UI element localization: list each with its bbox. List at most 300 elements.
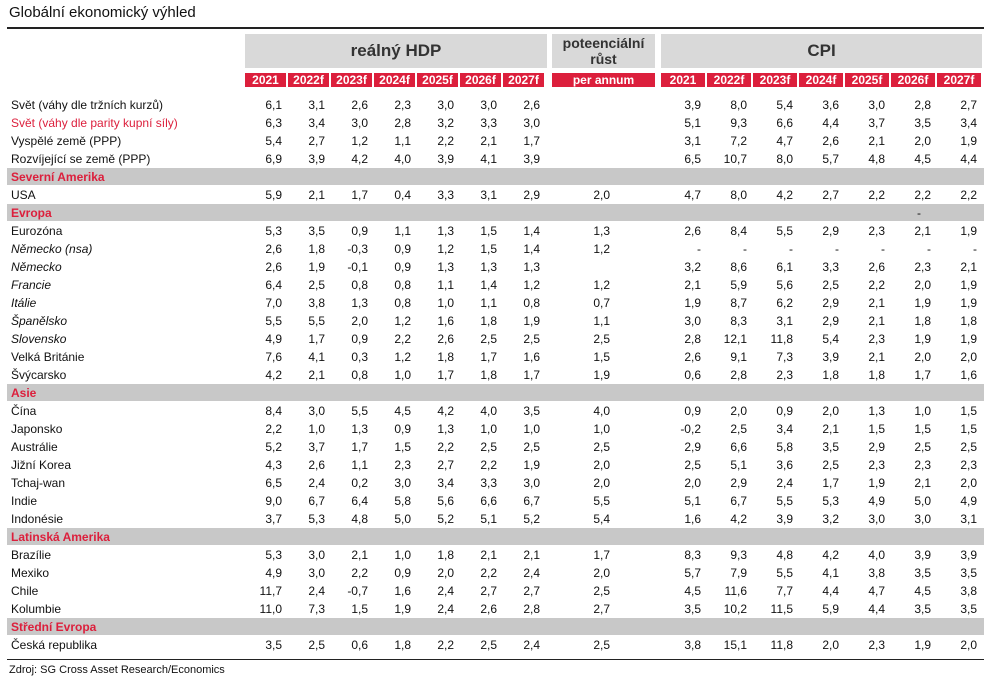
potential-growth-cell: 4,0	[593, 404, 610, 418]
gdp-cell: 3,2	[437, 116, 454, 130]
table-row	[7, 474, 984, 492]
gdp-cell: 3,5	[523, 404, 540, 418]
gdp-cell: 5,5	[351, 404, 368, 418]
cpi-cell: 0,9	[684, 404, 701, 418]
cpi-cell: 2,0	[914, 278, 931, 292]
cpi-cell: 8,7	[730, 296, 747, 310]
cpi-cell: 2,6	[868, 260, 885, 274]
year-header-hdp: 2022f	[288, 73, 329, 87]
gdp-cell: 2,7	[480, 584, 497, 598]
gdp-cell: 2,8	[523, 602, 540, 616]
cpi-cell: 8,4	[730, 224, 747, 238]
gdp-cell: 6,7	[308, 494, 325, 508]
cpi-cell: 8,0	[730, 188, 747, 202]
country-label: Itálie	[11, 296, 37, 310]
gdp-cell: 1,6	[437, 314, 454, 328]
gdp-cell: 2,8	[394, 116, 411, 130]
gdp-cell: 3,0	[308, 548, 325, 562]
cpi-cell: -	[697, 242, 701, 256]
cpi-cell: 3,5	[914, 566, 931, 580]
country-label: Velká Británie	[11, 350, 85, 364]
cpi-cell: 6,1	[776, 260, 793, 274]
gdp-cell: 1,8	[480, 314, 497, 328]
gdp-cell: 0,9	[351, 332, 368, 346]
cpi-cell: 2,6	[684, 224, 701, 238]
cpi-cell: 8,3	[684, 548, 701, 562]
country-label: Německo	[11, 260, 62, 274]
header-potential-growth	[552, 34, 655, 68]
cpi-cell: 2,8	[684, 332, 701, 346]
cpi-cell: 4,5	[914, 152, 931, 166]
country-label: Chile	[11, 584, 39, 598]
cpi-cell: 3,4	[776, 422, 793, 436]
cpi-cell: 2,1	[868, 296, 885, 310]
gdp-cell: 11,7	[259, 584, 282, 598]
cpi-cell: 1,9	[914, 332, 931, 346]
cpi-cell: 10,2	[723, 602, 747, 616]
cpi-cell: 1,5	[914, 422, 931, 436]
section-mark: -	[917, 206, 921, 220]
cpi-cell: 2,8	[730, 368, 747, 382]
year-header-hdp: 2025f	[417, 73, 458, 87]
cpi-cell: 6,6	[730, 440, 747, 454]
cpi-cell: 4,2	[730, 512, 747, 526]
cpi-cell: 1,9	[960, 224, 977, 238]
cpi-cell: 1,5	[960, 404, 977, 418]
cpi-cell: 4,0	[868, 548, 885, 562]
cpi-cell: 2,3	[868, 224, 885, 238]
gdp-cell: 3,4	[308, 116, 325, 130]
gdp-cell: 1,0	[394, 368, 411, 382]
cpi-cell: 2,1	[914, 476, 931, 490]
gdp-cell: 2,4	[523, 566, 540, 580]
cpi-cell: 1,6	[960, 368, 977, 382]
cpi-cell: 2,0	[684, 476, 701, 490]
cpi-cell: 3,6	[822, 98, 839, 112]
country-label: Eurozóna	[11, 224, 63, 238]
gdp-cell: 2,7	[523, 584, 540, 598]
gdp-cell: 3,0	[523, 476, 540, 490]
cpi-cell: 11,5	[770, 602, 793, 616]
gdp-cell: 3,1	[480, 188, 497, 202]
cpi-cell: 2,2	[914, 188, 931, 202]
cpi-cell: 5,6	[776, 278, 793, 292]
cpi-cell: 4,7	[868, 584, 885, 598]
gdp-cell: 3,8	[308, 296, 325, 310]
gdp-cell: 4,2	[265, 368, 282, 382]
cpi-cell: 3,9	[822, 350, 839, 364]
year-header-hdp: 2023f	[331, 73, 372, 87]
cpi-cell: -0,2	[680, 422, 701, 436]
gdp-cell: 6,4	[265, 278, 282, 292]
cpi-cell: 11,8	[770, 332, 793, 346]
cpi-cell: 5,5	[776, 494, 793, 508]
gdp-cell: 2,4	[437, 584, 454, 598]
cpi-cell: 2,1	[914, 224, 931, 238]
potential-growth-cell: 1,2	[593, 242, 610, 256]
cpi-cell: 3,6	[776, 458, 793, 472]
cpi-cell: 3,5	[684, 602, 701, 616]
cpi-cell: 6,6	[776, 116, 793, 130]
country-label: Česká republika	[11, 638, 98, 652]
gdp-cell: 2,5	[523, 332, 540, 346]
gdp-cell: 5,6	[437, 494, 454, 508]
gdp-cell: 2,3	[394, 98, 411, 112]
gdp-cell: 1,7	[480, 350, 497, 364]
cpi-cell: 2,1	[868, 134, 885, 148]
cpi-cell: 2,5	[914, 440, 931, 454]
gdp-cell: 0,9	[394, 566, 411, 580]
cpi-cell: 5,3	[822, 494, 839, 508]
gdp-cell: 2,2	[480, 458, 497, 472]
gdp-cell: 4,9	[265, 566, 282, 580]
gdp-cell: 5,9	[265, 188, 282, 202]
gdp-cell: 2,5	[523, 440, 540, 454]
gdp-cell: 3,0	[523, 116, 540, 130]
gdp-cell: 5,1	[480, 512, 497, 526]
year-header-cpi: 2027f	[937, 73, 981, 87]
gdp-cell: 2,5	[308, 638, 325, 652]
gdp-cell: 1,6	[523, 350, 540, 364]
table-row	[7, 600, 984, 618]
cpi-cell: 8,0	[730, 98, 747, 112]
cpi-cell: 4,1	[822, 566, 839, 580]
gdp-cell: 4,3	[265, 458, 282, 472]
cpi-cell: 2,0	[914, 350, 931, 364]
cpi-cell: 3,7	[868, 116, 885, 130]
gdp-cell: 2,1	[480, 548, 497, 562]
year-header-cpi: 2026f	[891, 73, 935, 87]
gdp-cell: 2,7	[437, 458, 454, 472]
gdp-cell: 3,5	[265, 638, 282, 652]
cpi-cell: 1,8	[868, 368, 885, 382]
cpi-cell: 4,9	[868, 494, 885, 508]
cpi-cell: 0,9	[776, 404, 793, 418]
cpi-cell: 3,9	[914, 548, 931, 562]
year-header-hdp: 2027f	[503, 73, 544, 87]
cpi-cell: 3,4	[960, 116, 977, 130]
gdp-cell: 6,9	[265, 152, 282, 166]
cpi-cell: 3,3	[822, 260, 839, 274]
gdp-cell: 3,4	[437, 476, 454, 490]
gdp-cell: 3,3	[480, 116, 497, 130]
potential-growth-cell: 2,5	[593, 440, 610, 454]
gdp-cell: 1,3	[437, 260, 454, 274]
gdp-cell: 1,3	[437, 422, 454, 436]
gdp-cell: -0,1	[347, 260, 368, 274]
cpi-cell: 1,0	[914, 404, 931, 418]
cpi-cell: 3,5	[914, 602, 931, 616]
cpi-cell: 4,5	[914, 584, 931, 598]
table-row	[7, 510, 984, 528]
cpi-cell: 2,3	[868, 458, 885, 472]
cpi-cell: 3,5	[960, 602, 977, 616]
table-row	[7, 330, 984, 348]
gdp-cell: 1,9	[523, 458, 540, 472]
gdp-cell: 5,3	[308, 512, 325, 526]
gdp-cell: 4,5	[394, 404, 411, 418]
cpi-cell: -	[789, 242, 793, 256]
gdp-cell: 2,2	[480, 566, 497, 580]
gdp-cell: 2,9	[523, 188, 540, 202]
cpi-cell: 1,8	[960, 314, 977, 328]
cpi-cell: 2,0	[730, 404, 747, 418]
cpi-cell: -	[835, 242, 839, 256]
gdp-cell: 0,4	[394, 188, 411, 202]
gdp-cell: 9,0	[265, 494, 282, 508]
gdp-cell: 0,8	[351, 368, 368, 382]
table-row	[7, 294, 984, 312]
country-label: Vyspělé země (PPP)	[11, 134, 122, 148]
year-header-cpi: 2024f	[799, 73, 843, 87]
gdp-cell: 2,1	[308, 368, 325, 382]
cpi-cell: 11,6	[724, 584, 747, 598]
gdp-cell: 1,7	[308, 332, 325, 346]
cpi-cell: 1,9	[960, 332, 977, 346]
header-potential-line2: růst	[590, 51, 617, 67]
country-label: Švýcarsko	[11, 368, 67, 382]
table-row	[7, 492, 984, 510]
gdp-cell: 5,5	[265, 314, 282, 328]
gdp-cell: 3,0	[308, 566, 325, 580]
year-header-hdp: 2024f	[374, 73, 415, 87]
gdp-cell: 2,1	[480, 134, 497, 148]
gdp-cell: 4,1	[308, 350, 325, 364]
gdp-cell: 5,8	[394, 494, 411, 508]
cpi-cell: 2,7	[822, 188, 839, 202]
gdp-cell: 1,1	[480, 296, 497, 310]
gdp-cell: 3,3	[480, 476, 497, 490]
cpi-cell: 4,8	[868, 152, 885, 166]
country-label: Brazílie	[11, 548, 52, 562]
cpi-cell: 5,5	[776, 566, 793, 580]
potential-growth-cell: 1,9	[593, 368, 610, 382]
cpi-cell: 2,9	[684, 440, 701, 454]
table-row	[7, 240, 984, 258]
potential-growth-cell: 1,7	[593, 548, 610, 562]
gdp-cell: 2,0	[351, 314, 368, 328]
cpi-cell: 2,3	[868, 638, 885, 652]
gdp-cell: 2,6	[523, 98, 540, 112]
table-row	[7, 420, 984, 438]
country-label: Jižní Korea	[11, 458, 72, 472]
table-row	[7, 546, 984, 564]
region-section-header	[7, 168, 984, 185]
country-label: Mexiko	[11, 566, 50, 580]
gdp-cell: -0,7	[347, 584, 368, 598]
cpi-cell: 3,1	[776, 314, 793, 328]
table-row	[7, 438, 984, 456]
gdp-cell: 5,2	[437, 512, 454, 526]
country-label: Německo (nsa)	[11, 242, 93, 256]
cpi-cell: 1,9	[914, 296, 931, 310]
gdp-cell: 4,1	[480, 152, 497, 166]
cpi-cell: 3,8	[868, 566, 885, 580]
gdp-cell: 4,8	[351, 512, 368, 526]
gdp-cell: 5,4	[265, 134, 282, 148]
table-row	[7, 564, 984, 582]
gdp-cell: 1,9	[394, 602, 411, 616]
gdp-cell: 5,3	[265, 548, 282, 562]
cpi-cell: 2,0	[822, 638, 839, 652]
gdp-cell: 8,4	[265, 404, 282, 418]
gdp-cell: 2,2	[265, 422, 282, 436]
cpi-cell: 2,0	[960, 350, 977, 364]
cpi-cell: 7,7	[776, 584, 793, 598]
gdp-cell: 1,2	[523, 278, 540, 292]
gdp-cell: 1,2	[394, 350, 411, 364]
cpi-cell: 9,3	[730, 548, 747, 562]
gdp-cell: 2,1	[523, 548, 540, 562]
gdp-cell: 1,3	[351, 296, 368, 310]
cpi-cell: 4,4	[822, 116, 839, 130]
potential-growth-cell: 1,1	[593, 314, 610, 328]
gdp-cell: 2,7	[308, 134, 325, 148]
region-name: Severní Amerika	[11, 170, 105, 184]
gdp-cell: 1,8	[394, 638, 411, 652]
cpi-cell: 4,8	[776, 548, 793, 562]
gdp-cell: 6,6	[480, 494, 497, 508]
country-label: Svět (váhy dle tržních kurzů)	[11, 98, 164, 112]
gdp-cell: 0,8	[351, 278, 368, 292]
gdp-cell: 1,8	[437, 350, 454, 364]
gdp-cell: 11,0	[259, 602, 282, 616]
region-name: Asie	[11, 386, 37, 400]
potential-growth-cell: 2,0	[593, 476, 610, 490]
cpi-cell: 11,8	[770, 638, 793, 652]
gdp-cell: 0,2	[351, 476, 368, 490]
table-row	[7, 456, 984, 474]
cpi-cell: 4,2	[776, 188, 793, 202]
cpi-cell: 2,8	[914, 98, 931, 112]
gdp-cell: 3,5	[308, 224, 325, 238]
gdp-cell: 2,1	[308, 188, 325, 202]
potential-growth-cell: 5,5	[593, 494, 610, 508]
country-label: Kolumbie	[11, 602, 62, 616]
table-row	[7, 132, 984, 150]
cpi-cell: 3,1	[684, 134, 701, 148]
gdp-cell: 2,6	[351, 98, 368, 112]
potential-growth-cell: 1,0	[593, 422, 610, 436]
gdp-cell: 3,9	[308, 152, 325, 166]
cpi-cell: 3,5	[822, 440, 839, 454]
bottom-divider	[7, 659, 984, 660]
cpi-cell: 2,3	[914, 458, 931, 472]
region-name: Evropa	[11, 206, 52, 220]
gdp-cell: 1,0	[523, 422, 540, 436]
gdp-cell: 3,0	[437, 98, 454, 112]
gdp-cell: 2,6	[265, 260, 282, 274]
cpi-cell: 3,5	[914, 116, 931, 130]
gdp-cell: 1,1	[394, 224, 411, 238]
gdp-cell: 1,8	[308, 242, 325, 256]
header-potential-line1: poteenciální	[562, 35, 645, 51]
country-label: Španělsko	[11, 314, 68, 328]
gdp-cell: 1,4	[480, 278, 497, 292]
year-header-cpi: 2022f	[707, 73, 751, 87]
potential-growth-cell: 5,4	[593, 512, 610, 526]
gdp-cell: 4,2	[351, 152, 368, 166]
gdp-cell: 4,9	[265, 332, 282, 346]
cpi-cell: 1,6	[684, 512, 701, 526]
year-header-hdp: 2026f	[460, 73, 501, 87]
country-label: Indie	[11, 494, 38, 508]
country-label: Čína	[11, 404, 37, 418]
gdp-cell: 3,0	[480, 98, 497, 112]
cpi-cell: 4,4	[822, 584, 839, 598]
table-row	[7, 258, 984, 276]
page-title: Globální ekonomický výhled	[9, 4, 196, 21]
cpi-cell: 1,5	[868, 422, 885, 436]
cpi-cell: 2,5	[960, 440, 977, 454]
gdp-cell: 5,2	[523, 512, 540, 526]
gdp-cell: 2,5	[480, 638, 497, 652]
cpi-cell: -	[881, 242, 885, 256]
table-row	[7, 366, 984, 384]
gdp-cell: 6,7	[523, 494, 540, 508]
gdp-cell: 2,6	[437, 332, 454, 346]
cpi-cell: 1,8	[914, 314, 931, 328]
cpi-cell: 5,9	[730, 278, 747, 292]
cpi-cell: 5,4	[776, 98, 793, 112]
cpi-cell: 7,2	[730, 134, 747, 148]
cpi-cell: -	[743, 242, 747, 256]
gdp-cell: 1,2	[351, 134, 368, 148]
cpi-cell: 5,7	[684, 566, 701, 580]
cpi-cell: 3,8	[684, 638, 701, 652]
year-header-cpi: 2021	[661, 73, 705, 87]
potential-growth-cell: 1,2	[593, 278, 610, 292]
gdp-cell: 1,2	[437, 242, 454, 256]
gdp-cell: 2,2	[351, 566, 368, 580]
gdp-cell: 4,0	[394, 152, 411, 166]
gdp-cell: 2,2	[437, 440, 454, 454]
country-label: Slovensko	[11, 332, 67, 346]
region-name: Latinská Amerika	[11, 530, 110, 544]
cpi-cell: 9,3	[730, 116, 747, 130]
gdp-cell: 3,9	[437, 152, 454, 166]
potential-growth-cell: 2,7	[593, 602, 610, 616]
gdp-cell: 2,2	[394, 332, 411, 346]
gdp-cell: 7,3	[308, 602, 325, 616]
cpi-cell: 2,2	[868, 278, 885, 292]
cpi-cell: 5,0	[914, 494, 931, 508]
gdp-cell: 4,2	[437, 404, 454, 418]
per-annum-label: per annum	[552, 73, 655, 87]
cpi-cell: 5,9	[822, 602, 839, 616]
cpi-cell: 3,0	[914, 512, 931, 526]
potential-growth-cell: 0,7	[593, 296, 610, 310]
cpi-cell: 7,9	[730, 566, 747, 580]
gdp-cell: 0,8	[394, 278, 411, 292]
gdp-cell: 1,0	[394, 548, 411, 562]
gdp-cell: 1,5	[480, 242, 497, 256]
cpi-cell: -	[973, 242, 977, 256]
gdp-cell: 1,0	[308, 422, 325, 436]
gdp-cell: 1,3	[523, 260, 540, 274]
region-section-header	[7, 528, 984, 545]
gdp-cell: 2,5	[480, 332, 497, 346]
gdp-cell: 3,0	[351, 116, 368, 130]
gdp-cell: 6,3	[265, 116, 282, 130]
cpi-cell: 8,3	[730, 314, 747, 328]
cpi-cell: 5,4	[822, 332, 839, 346]
gdp-cell: 0,8	[394, 296, 411, 310]
table-row	[7, 186, 984, 204]
gdp-cell: 2,0	[437, 566, 454, 580]
country-label: Francie	[11, 278, 52, 292]
cpi-cell: 3,0	[684, 314, 701, 328]
